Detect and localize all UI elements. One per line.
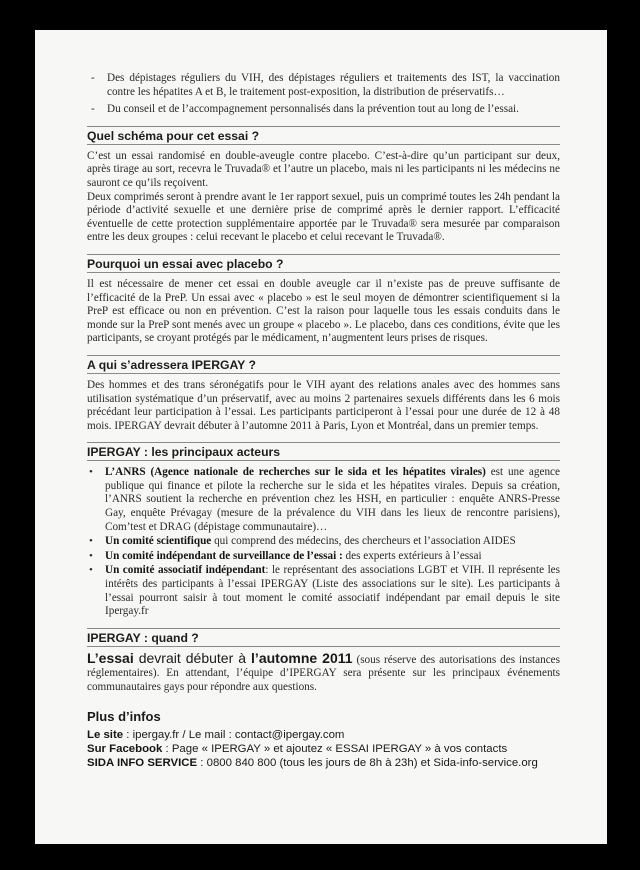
document-page bbox=[35, 30, 607, 844]
contact-site-line bbox=[87, 728, 560, 742]
contact-sida-text: : 0800 840 800 (tous les jours de 8h à 23h) et Sida-info-service.org bbox=[197, 756, 538, 769]
section-when-paragraph bbox=[87, 649, 560, 695]
contact-facebook-label: Sur Facebook bbox=[87, 742, 163, 755]
actor-name: Un comité scientifique bbox=[105, 535, 212, 548]
list-item bbox=[87, 535, 560, 549]
contact-site-text: : ipergay.fr / Le mail : contact@ipergay.com bbox=[123, 728, 345, 741]
actor-name: Un comité indépendant de surveillance de l’essai : bbox=[105, 549, 343, 562]
list-item bbox=[87, 466, 560, 534]
when-lead-verb: devrait débuter à bbox=[133, 649, 252, 666]
list-item bbox=[87, 550, 560, 564]
actors-list bbox=[87, 466, 560, 619]
list-item: - Des dépistages réguliers du VIH, des dépistages réguliers et traitements des IST, la vaccination contre les hépatites A et B, le traitement post-exposition, la distribution de préservatifs… bbox=[87, 72, 560, 99]
intro-list bbox=[87, 72, 560, 117]
actor-description: est une agence publique qui finance et pilote la recherche sur le sida et les hépatites virales. Depuis sa création, l’ANRS soutient la recherche en prévention chez les HSH, en particulier : enquête ANRS-Presse Gay, enquête Prévagay (mesure de la prévalence du VIH dans les lieux de rencontre parisiens), Com’test et DRAG (dépistage communautaire)… bbox=[105, 466, 560, 533]
when-lead-date: l’automne 2011 bbox=[251, 649, 353, 666]
section-title-actors: IPERGAY : les principaux acteurs bbox=[87, 442, 560, 461]
list-item bbox=[87, 564, 560, 618]
contact-block bbox=[87, 728, 560, 770]
section-title-placebo: Pourquoi un essai avec placebo ? bbox=[87, 254, 560, 273]
actor-name: L’ANRS (Agence nationale de recherches sur le sida et les hépatites virales) bbox=[105, 466, 486, 479]
actor-description: : le représentant des associations LGBT et VIH. Il représente les intérêts des participants à l’essai IPERGAY (Liste des associations sur le site). Les participants à l’essai pourront saisir à tout moment le comité associatif indépendant par email depuis le site Ipergay.fr bbox=[105, 564, 561, 618]
section-schema-paragraph-1: C’est un essai randomisé en double-aveugle contre placebo. C’est-à-dire qu’un participant sur deux, après tirage au sort, recevra le Truvada® et l’autre un placebo, mais ni les participants ni les médecins ne sauront ce qu’ils reçoivent. bbox=[87, 149, 560, 189]
more-info-title: Plus d’infos bbox=[87, 708, 161, 724]
contact-site-label: Le site bbox=[87, 728, 124, 741]
document-content bbox=[87, 72, 560, 770]
contact-sida-line bbox=[87, 756, 560, 770]
contact-facebook-text: : Page « IPERGAY » et ajoutez « ESSAI IPERGAY » à vos contacts bbox=[162, 742, 508, 755]
section-schema-paragraph-2: Deux comprimés seront à prendre avant le 1er rapport sexuel, puis un comprimé toutes les 24h pendant la période d’activité sexuelle et une dernière prise de comprimé après le dernier rapport. L’efficacité éventuelle de cette protection supplémentaire apportée par le Truvada® sera mesurée par comparaison entre les deux groupes : celui recevant le placebo et celui recevant le Truvada®. bbox=[87, 190, 560, 244]
actor-description: qui comprend des médecins, des chercheurs et l’association AIDES bbox=[211, 535, 516, 548]
actor-name: Un comité associatif indépendant bbox=[105, 564, 266, 577]
actor-description: des experts extérieurs à l’essai bbox=[342, 549, 482, 562]
when-lead-rest: (sous réserve des autorisations des instances réglementaires). En attendant, l’équipe d’IPERGAY sera présente sur les principaux événements communautaires gays pour répondre aux questions. bbox=[87, 653, 560, 693]
contact-sida-label: SIDA INFO SERVICE bbox=[87, 756, 198, 769]
section-title-schema: Quel schéma pour cet essai ? bbox=[87, 126, 560, 145]
when-lead-essai: L’essai bbox=[87, 649, 134, 666]
contact-facebook-line bbox=[87, 742, 560, 756]
section-title-when: IPERGAY : quand ? bbox=[87, 628, 560, 647]
section-title-audience: A qui s’adressera IPERGAY ? bbox=[87, 355, 560, 374]
list-item: - Du conseil et de l’accompagnement personnalisés dans la prévention tout au long de l’essai. bbox=[87, 103, 560, 117]
section-placebo-paragraph: Il est nécessaire de mener cet essai en double aveugle car il n’existe pas de preuve suffisante de l’efficacité de la PreP. Un essai avec « placebo » est le seul moyen de démontrer scientifiquement si la PreP est efficace ou non en prévention. C’est la raison pour laquelle tous les essais conduits dans le monde sur la PreP sont menés avec un groupe « placebo ». Le placebo, dans ces conditions, évite que les participants, se croyant protégés par le médicament, n’augmentent leurs prises de risques. bbox=[87, 277, 560, 345]
section-audience-paragraph: Des hommes et des trans séronégatifs pour le VIH ayant des relations anales avec des hommes sans utilisation systématique d’un préservatif, avec au moins 2 partenaires sexuels différents dans les 6 mois précédant leur participation à l’essai. Les participants participeront à l’essai pour une durée de 12 à 48 mois. IPERGAY devrait débuter à l’automne 2011 à Paris, Lyon et Montréal, dans un premier temps. bbox=[87, 378, 560, 432]
